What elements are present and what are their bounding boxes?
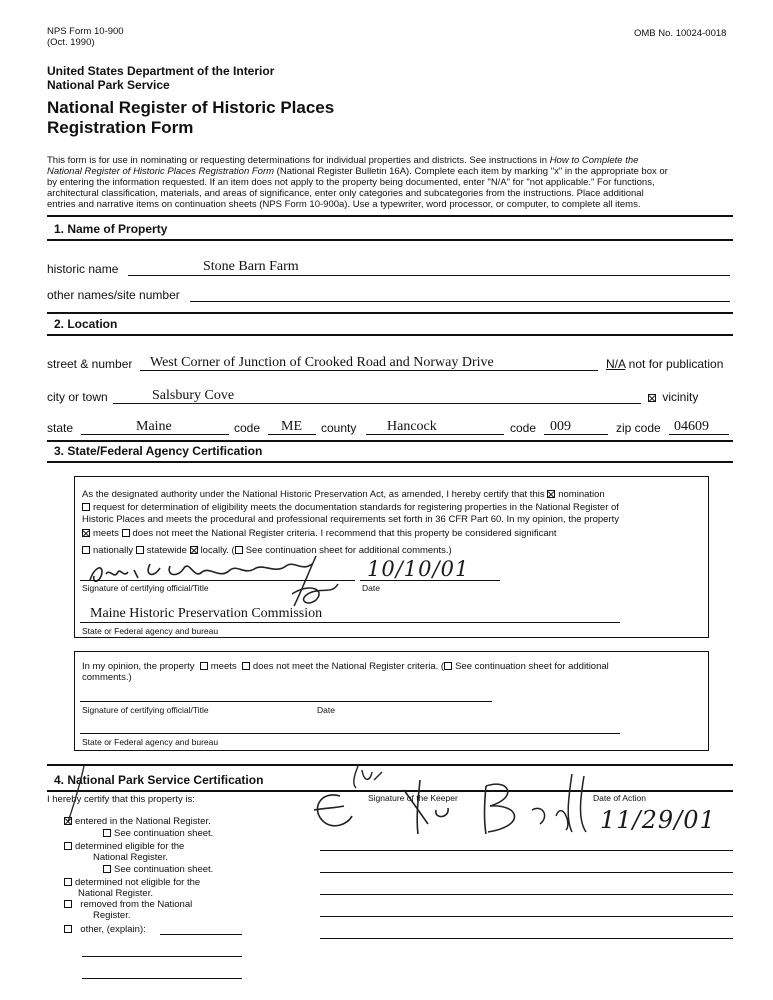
keeper-line-3 bbox=[320, 894, 733, 895]
does-not-meet-checkbox[interactable] bbox=[122, 529, 130, 537]
opinion-line-1: In my opinion, the property meets does not meet the National Register criteria. ( See continuation sheet for additional bbox=[82, 661, 609, 672]
county-code-label: code bbox=[510, 421, 537, 435]
county-label: county bbox=[321, 421, 357, 435]
eligible-checkbox[interactable] bbox=[64, 842, 72, 850]
section-1-bottom-rule bbox=[47, 239, 733, 241]
state-certification-box bbox=[74, 476, 709, 638]
request-determination-checkbox[interactable] bbox=[82, 503, 90, 511]
intro-line-2: National Register of Historic Places Registration Form (National Register Bulletin 16A). Complete each item by marking "x" in the appropriate box or bbox=[47, 166, 668, 177]
entered-check-mark bbox=[62, 764, 92, 824]
vicinity-checked-box[interactable] bbox=[648, 394, 656, 402]
state-code-label: code bbox=[234, 421, 261, 435]
not-eligible-checkbox[interactable] bbox=[64, 878, 72, 886]
opinion-agency-line[interactable] bbox=[80, 733, 620, 734]
other-names-label: other names/site number bbox=[47, 288, 180, 302]
certifying-official-signature bbox=[80, 554, 380, 609]
intro-line-5: entries and narrative items on continuation sheets (NPS Form 10-900a). Use a typewriter, word processor, or computer, to complete all items. bbox=[47, 199, 641, 210]
option-not-eligible-line-2: National Register. bbox=[78, 888, 153, 899]
agency-line bbox=[80, 622, 620, 623]
section-3-bottom-rule bbox=[47, 461, 733, 463]
opinion-agency-label: State or Federal agency and bureau bbox=[82, 737, 219, 747]
date-of-action-label: Date of Action bbox=[593, 793, 646, 803]
option-eligible-continuation[interactable]: See continuation sheet. bbox=[103, 864, 213, 875]
title-line-2: Registration Form bbox=[47, 118, 194, 137]
cert-line-3: Historic Places and meets the procedural and professional requirements set forth in 36 CFR Part 60. In my opinion, the property bbox=[82, 514, 620, 525]
removed-checkbox[interactable] bbox=[64, 900, 72, 908]
opinion-date-label: Date bbox=[317, 705, 335, 715]
omb-number: OMB No. 10024-0018 bbox=[634, 28, 727, 39]
entered-continuation-checkbox[interactable] bbox=[103, 829, 111, 837]
certification-date[interactable]: 10/10/01 bbox=[367, 557, 470, 581]
option-other[interactable]: other, (explain): bbox=[64, 924, 146, 935]
section-1-title: 1. Name of Property bbox=[54, 222, 168, 236]
keeper-label: Signature of the Keeper bbox=[368, 793, 458, 803]
other-names-field-line[interactable] bbox=[190, 301, 730, 302]
keeper-line-5 bbox=[320, 938, 733, 939]
opinion-does-not-meet-checkbox[interactable] bbox=[242, 662, 250, 670]
zip-value[interactable]: 04609 bbox=[674, 419, 709, 434]
section-3-top-rule bbox=[47, 440, 733, 442]
keeper-line-1 bbox=[320, 850, 733, 851]
street-value[interactable]: West Corner of Junction of Crooked Road and Norway Drive bbox=[150, 355, 494, 370]
department: United States Department of the Interior bbox=[47, 64, 275, 78]
intro-line-1: This form is for use in nominating or requesting determinations for individual properties and districts. See instructions in How to Complete the bbox=[47, 155, 639, 166]
state-code-value[interactable]: ME bbox=[281, 419, 302, 434]
cert-line-5: nationally statewide locally. ( See continuation sheet for additional comments.) bbox=[82, 545, 452, 556]
section-2-bottom-rule bbox=[47, 334, 733, 336]
meets-checkbox[interactable] bbox=[82, 529, 90, 537]
agency-label: State or Federal agency and bureau bbox=[82, 626, 219, 636]
opinion-signature-label: Signature of certifying official/Title bbox=[82, 705, 209, 715]
section-3-title: 3. State/Federal Agency Certification bbox=[54, 444, 263, 458]
opinion-meets-checkbox[interactable] bbox=[200, 662, 208, 670]
city-value[interactable]: Salsbury Cove bbox=[152, 388, 235, 403]
zip-label: zip code bbox=[616, 421, 661, 435]
street-label: street & number bbox=[47, 357, 133, 371]
historic-name-field-line bbox=[128, 275, 730, 276]
section-4-title: 4. National Park Service Certification bbox=[54, 773, 264, 787]
form-date: (Oct. 1990) bbox=[47, 37, 95, 48]
option-eligible[interactable]: determined eligible for the bbox=[64, 841, 184, 852]
option-entered[interactable]: entered in the National Register. bbox=[64, 816, 211, 827]
county-code-value[interactable]: 009 bbox=[550, 419, 571, 434]
cert-line-1: As the designated authority under the National Historic Preservation Act, as amended, I hereby certify that this nomination bbox=[82, 489, 605, 500]
section-2-title: 2. Location bbox=[54, 317, 118, 331]
historic-name-label: historic name bbox=[47, 262, 119, 276]
state-label: state bbox=[47, 421, 74, 435]
date-label: Date bbox=[362, 583, 380, 593]
date-line bbox=[360, 580, 500, 581]
title-line-1: National Register of Historic Places bbox=[47, 98, 335, 117]
date-of-action-value[interactable]: 11/29/01 bbox=[600, 806, 716, 834]
keeper-line-4 bbox=[320, 916, 733, 917]
certify-statement: I hereby certify that this property is: bbox=[47, 794, 195, 805]
cert-line-2: request for determination of eligibility meets the documentation standards for registering properties in the National Register of bbox=[82, 502, 619, 513]
other-explain-line[interactable] bbox=[160, 934, 242, 935]
signature-line bbox=[80, 580, 355, 581]
locally-checkbox[interactable] bbox=[190, 546, 198, 554]
agency: National Park Service bbox=[47, 78, 170, 92]
intro-line-4: architectural classification, materials, and areas of significance, enter only categories and subcategories from the instructions. Place additional bbox=[47, 188, 644, 199]
state-agency-value[interactable]: Maine Historic Preservation Commission bbox=[90, 606, 323, 621]
not-for-publication[interactable]: N/A not for publication bbox=[606, 357, 724, 371]
statewide-checkbox[interactable] bbox=[136, 546, 144, 554]
cert-line-4: meets does not meet the National Register criteria. I recommend that this property be considered significant bbox=[82, 528, 557, 539]
continuation-checkbox-1[interactable] bbox=[235, 546, 243, 554]
section-2-top-rule bbox=[47, 312, 733, 314]
other-checkbox[interactable] bbox=[64, 925, 72, 933]
opinion-box bbox=[74, 651, 709, 751]
county-value[interactable]: Hancock bbox=[387, 419, 437, 434]
state-value[interactable]: Maine bbox=[136, 419, 172, 434]
vicinity-checkbox[interactable]: vicinity bbox=[648, 390, 698, 404]
intro-line-3: by entering the information requested. If an item does not apply to the property being documented, enter "N/A" for "not applicable." For functions, bbox=[47, 177, 655, 188]
option-eligible-line-2: National Register. bbox=[93, 852, 168, 863]
city-label: city or town bbox=[47, 390, 108, 404]
historic-name-value[interactable]: Stone Barn Farm bbox=[203, 259, 299, 274]
entered-checkbox[interactable] bbox=[64, 817, 72, 825]
option-entered-continuation[interactable]: See continuation sheet. bbox=[103, 828, 213, 839]
option-not-eligible[interactable]: determined not eligible for the bbox=[64, 877, 200, 888]
continuation-checkbox-2[interactable] bbox=[444, 662, 452, 670]
form-number: NPS Form 10-900 bbox=[47, 26, 124, 37]
opinion-line-2: comments.) bbox=[82, 672, 132, 683]
section-1-top-rule bbox=[47, 215, 733, 217]
na-mark: N/A bbox=[606, 357, 626, 371]
nationally-checkbox[interactable] bbox=[82, 546, 90, 554]
nomination-checkbox[interactable] bbox=[547, 490, 555, 498]
option-removed[interactable]: removed from the National bbox=[64, 899, 192, 910]
signature-label: Signature of certifying official/Title bbox=[82, 583, 209, 593]
keeper-line-2 bbox=[320, 872, 733, 873]
other-explain-line-2[interactable] bbox=[82, 956, 242, 957]
other-explain-line-3[interactable] bbox=[82, 978, 242, 979]
option-removed-line-2: Register. bbox=[93, 910, 131, 921]
opinion-signature-line[interactable] bbox=[80, 701, 492, 702]
eligible-continuation-checkbox[interactable] bbox=[103, 865, 111, 873]
